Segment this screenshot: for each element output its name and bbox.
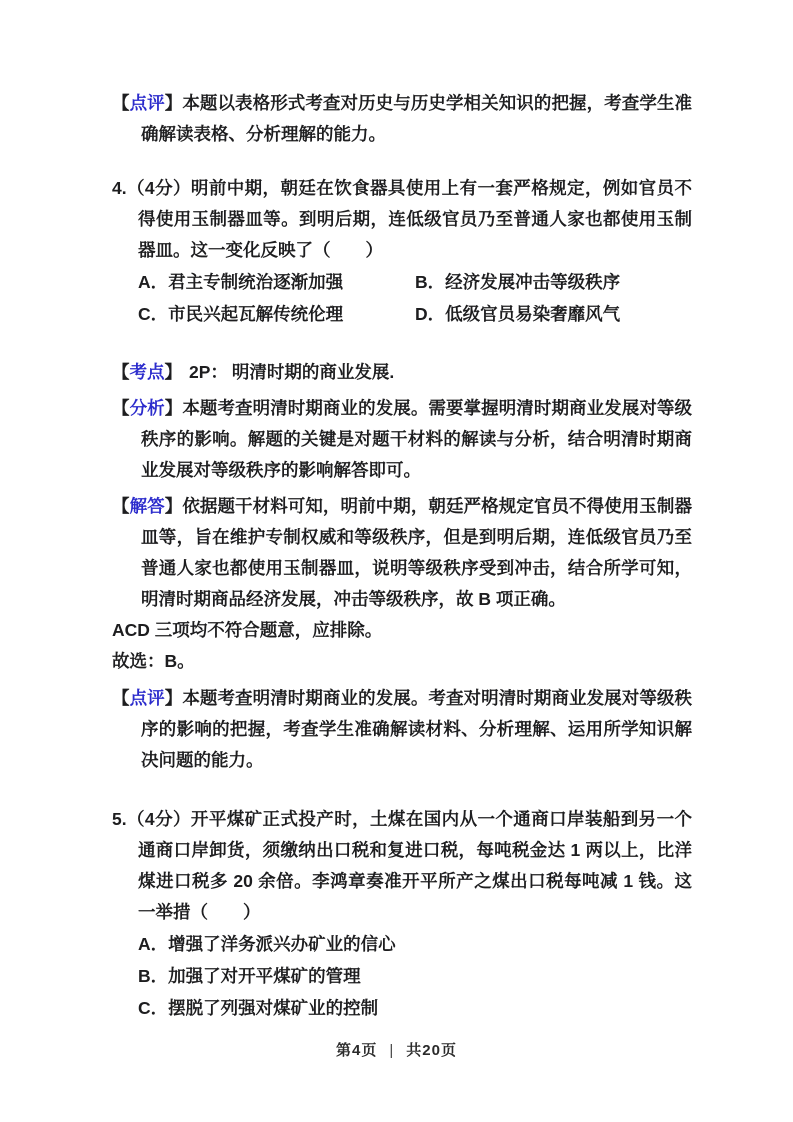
bracket-open: 【	[112, 362, 130, 382]
question-4-option-b: B．经济发展冲击等级秩序	[415, 272, 621, 292]
annotation-text: 本题以表格形式考查对历史与历史学相关知识的把握，考查学生准确解读表格、分析理解的能力。	[141, 93, 692, 144]
question-4-option-d: D．低级官员易染奢靡风气	[415, 304, 621, 324]
bracket-close: 】	[164, 362, 182, 382]
annotation-label-fenxi: 分析	[129, 398, 165, 418]
answer-line: 故选：B。	[112, 651, 195, 671]
exclude-line: ACD 三项均不符合题意，应排除。	[112, 620, 383, 640]
question-4-text: 明前中期，朝廷在饮食器具使用上有一套严格规定，例如官员不得使用玉制器皿等。到明后期，连低级官员乃至普通人家也都使用玉制器皿。这一变化反映了（ ）	[138, 178, 693, 260]
fenxi-text: 本题考查明清时期商业的发展。需要掌握明清时期商业发展对等级秩序的影响。解题的关键是对题干材料的解读与分析，结合明清时期商业发展对等级秩序的影响解答即可。	[141, 398, 692, 480]
kaodian-code: 2P：	[189, 362, 228, 382]
bracket-close: 】	[164, 688, 183, 708]
bracket-close: 】	[164, 93, 183, 113]
question-5-option-b: B．加强了对开平煤矿的管理	[138, 966, 361, 986]
question-5-stem	[112, 804, 692, 928]
question-4-number: 4.	[112, 178, 127, 198]
annotation-label-dianping: 点评	[129, 93, 165, 113]
question-5-option-c: C．摆脱了列强对煤矿业的控制	[138, 998, 379, 1018]
footer-total-pages: 共20页	[406, 1042, 457, 1059]
annotation-dianping-prev	[112, 88, 692, 150]
footer-separator: |	[389, 1042, 395, 1059]
annotation-fenxi	[112, 393, 692, 486]
bracket-open: 【	[112, 688, 130, 708]
bracket-close: 】	[164, 398, 183, 418]
annotation-label-kaodian: 考点	[129, 362, 165, 382]
annotation-kaodian	[112, 357, 692, 388]
kaodian-text: 明清时期的商业发展.	[231, 362, 395, 382]
bracket-close: 】	[164, 496, 183, 516]
question-4-option-a: A．君主专制统治逐渐加强	[138, 272, 344, 292]
page-footer	[0, 1039, 793, 1060]
dianping-text: 本题考查明清时期商业的发展。考查对明清时期商业发展对等级秩序的影响的把握，考查学生准确解读材料、分析理解、运用所学知识解决问题的能力。	[141, 688, 692, 770]
question-4-score: （4分）	[126, 178, 191, 198]
annotation-label-jieda: 解答	[129, 496, 165, 516]
bracket-open: 【	[112, 93, 130, 113]
question-5-options	[138, 928, 692, 1024]
jieda-text: 依据题干材料可知，明前中期，朝廷严格规定官员不得使用玉制器皿等，旨在维护专制权威和等级秩序，但是到明后期，连低级官员乃至普通人家也都使用玉制器皿，说明等级秩序受到冲击，结合所学可知，明清时期商品经济发展，冲击等级秩序，故 B 项正确。	[141, 496, 692, 609]
annotation-jieda	[112, 491, 692, 615]
bracket-open: 【	[112, 496, 130, 516]
page-content	[112, 88, 692, 1024]
question-5-number: 5.	[112, 809, 127, 829]
question-4-option-c: C．市民兴起瓦解传统伦理	[138, 304, 344, 324]
question-5-score: （4分）	[126, 809, 191, 829]
annotation-dianping-q4	[112, 683, 692, 776]
annotation-label-dianping: 点评	[129, 688, 165, 708]
question-4-options	[138, 266, 692, 330]
bracket-open: 【	[112, 398, 130, 418]
question-4-stem	[112, 173, 692, 266]
question-5-option-a: A．增强了洋务派兴办矿业的信心	[138, 934, 396, 954]
question-5-text: 开平煤矿正式投产时，土煤在国内从一个通商口岸装船到另一个通商口岸卸货，须缴纳出口税和复进口税，每吨税金达 1 两以上，比洋煤进口税多 20 余倍。李鸿章奏准开平所产之煤出口税每吨减 1 钱。这一举措（ ）	[138, 809, 693, 922]
footer-page-number: 第4页	[336, 1042, 378, 1059]
